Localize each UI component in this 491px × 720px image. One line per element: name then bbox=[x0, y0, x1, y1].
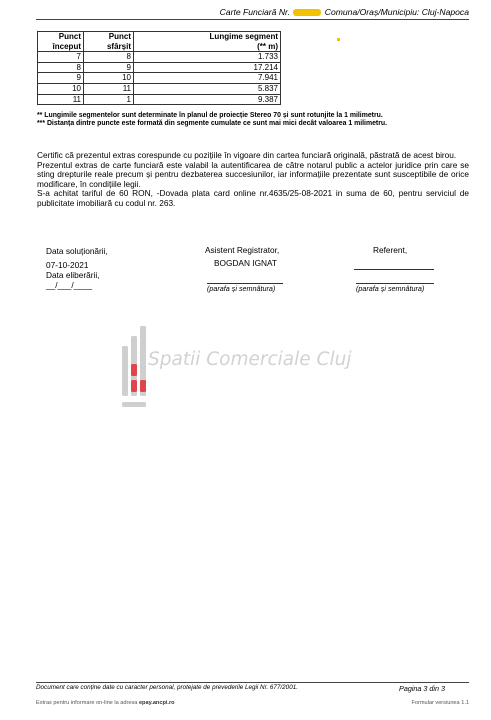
cell-start: 8 bbox=[38, 62, 84, 73]
table-row bbox=[38, 94, 281, 105]
assistant-registrar-name: BOGDAN IGNAT bbox=[214, 258, 278, 268]
note-segment-length: ** Lungimile segmentelor sunt determinate în planul de proiecție Stereo 70 și sunt rotunjite la 1 milimetru. bbox=[37, 112, 383, 119]
source-prefix: Extras pentru informare on-line la adresa bbox=[36, 700, 138, 706]
cell-length: 5.837 bbox=[134, 83, 281, 94]
cell-start: 10 bbox=[38, 83, 84, 94]
certification-paragraph: Certific că prezentul extras corespunde cu pozițiile în vigoare din cartea funciară originală, păstrată de acest birou. bbox=[37, 150, 457, 160]
col-header-length: Lungime segment (** m) bbox=[134, 32, 281, 52]
footer-source bbox=[36, 700, 469, 706]
validity-paragraph: Prezentul extras de carte funciară este valabil la autentificarea de către notarul public a actelor juridice prin care se sting drepturile reale precum și pentru dezbaterea succesiunilor, iar informațiile prezentate sunt susceptibile de orice modificare, în condițiile legii. bbox=[37, 159, 469, 189]
date-solution-label: Data soluționării, bbox=[46, 246, 108, 256]
form-version: Formular versiunea 1.1 bbox=[411, 700, 469, 706]
cell-end: 9 bbox=[84, 62, 134, 73]
privacy-disclaimer: Document care conține date cu caracter personal, protejate de prevederile Legii Nr. 677/2001. bbox=[36, 684, 298, 691]
date-issue-label: Data eliberării, bbox=[46, 270, 100, 280]
header-locality: Comuna/Oraș/Municipiu: Cluj-Napoca bbox=[324, 7, 469, 17]
note-distance: *** Distanța dintre puncte este formată din segmente cumulate ce sunt mai mici decât valoarea 1 milimetru. bbox=[37, 120, 388, 128]
cell-length: 9.387 bbox=[134, 94, 281, 105]
col-header-start: Punct început bbox=[38, 32, 84, 52]
certification-text bbox=[37, 151, 469, 209]
referent-label: Referent, bbox=[373, 245, 408, 255]
page-header bbox=[36, 7, 469, 20]
table-row bbox=[38, 83, 281, 94]
col-header-end: Punct sfârșit bbox=[84, 32, 134, 52]
header-cf-label: Carte Funciară Nr. bbox=[219, 7, 290, 17]
watermark bbox=[120, 322, 380, 422]
page-number: Pagina 3 din 3 bbox=[399, 684, 445, 693]
redaction-mark bbox=[337, 38, 340, 41]
segment-table bbox=[37, 31, 281, 105]
watermark-text: Spatii Comerciale Cluj bbox=[148, 349, 352, 370]
date-solution-value: 07-10-2021 bbox=[46, 260, 89, 270]
assistant-registrar-label: Asistent Registrator, bbox=[205, 245, 280, 255]
cell-end: 11 bbox=[84, 83, 134, 94]
table-notes bbox=[37, 112, 477, 128]
cell-end: 8 bbox=[84, 52, 134, 63]
cell-length: 7.941 bbox=[134, 73, 281, 84]
footer-divider bbox=[36, 682, 469, 683]
cell-length: 17.214 bbox=[134, 62, 281, 73]
redacted-number bbox=[293, 9, 321, 16]
source-link[interactable]: epay.ancpi.ro bbox=[138, 700, 175, 706]
payment-paragraph: S-a achitat tariful de 60 RON, -Dovada plata card online nr.4635/25-08-2021 in suma de 60, pentru serviciul de publicitate imobiliară cu codul nr. 263. bbox=[37, 188, 469, 208]
table-header-row bbox=[38, 32, 281, 52]
referent-signature-caption: (parafa și semnătura) bbox=[356, 284, 425, 293]
table-row bbox=[38, 52, 281, 63]
cell-start: 7 bbox=[38, 52, 84, 63]
referent-signature-line-top bbox=[354, 269, 434, 270]
date-issue-value: __/___/____ bbox=[46, 280, 93, 290]
assistant-signature-caption: (parafa și semnătura) bbox=[207, 284, 276, 293]
watermark-logo-icon bbox=[120, 322, 154, 422]
cell-start: 11 bbox=[38, 94, 84, 105]
cell-end: 1 bbox=[84, 94, 134, 105]
table-row bbox=[38, 73, 281, 84]
table-row bbox=[38, 62, 281, 73]
cell-start: 9 bbox=[38, 73, 84, 84]
cell-end: 10 bbox=[84, 73, 134, 84]
cell-length: 1.733 bbox=[134, 52, 281, 63]
